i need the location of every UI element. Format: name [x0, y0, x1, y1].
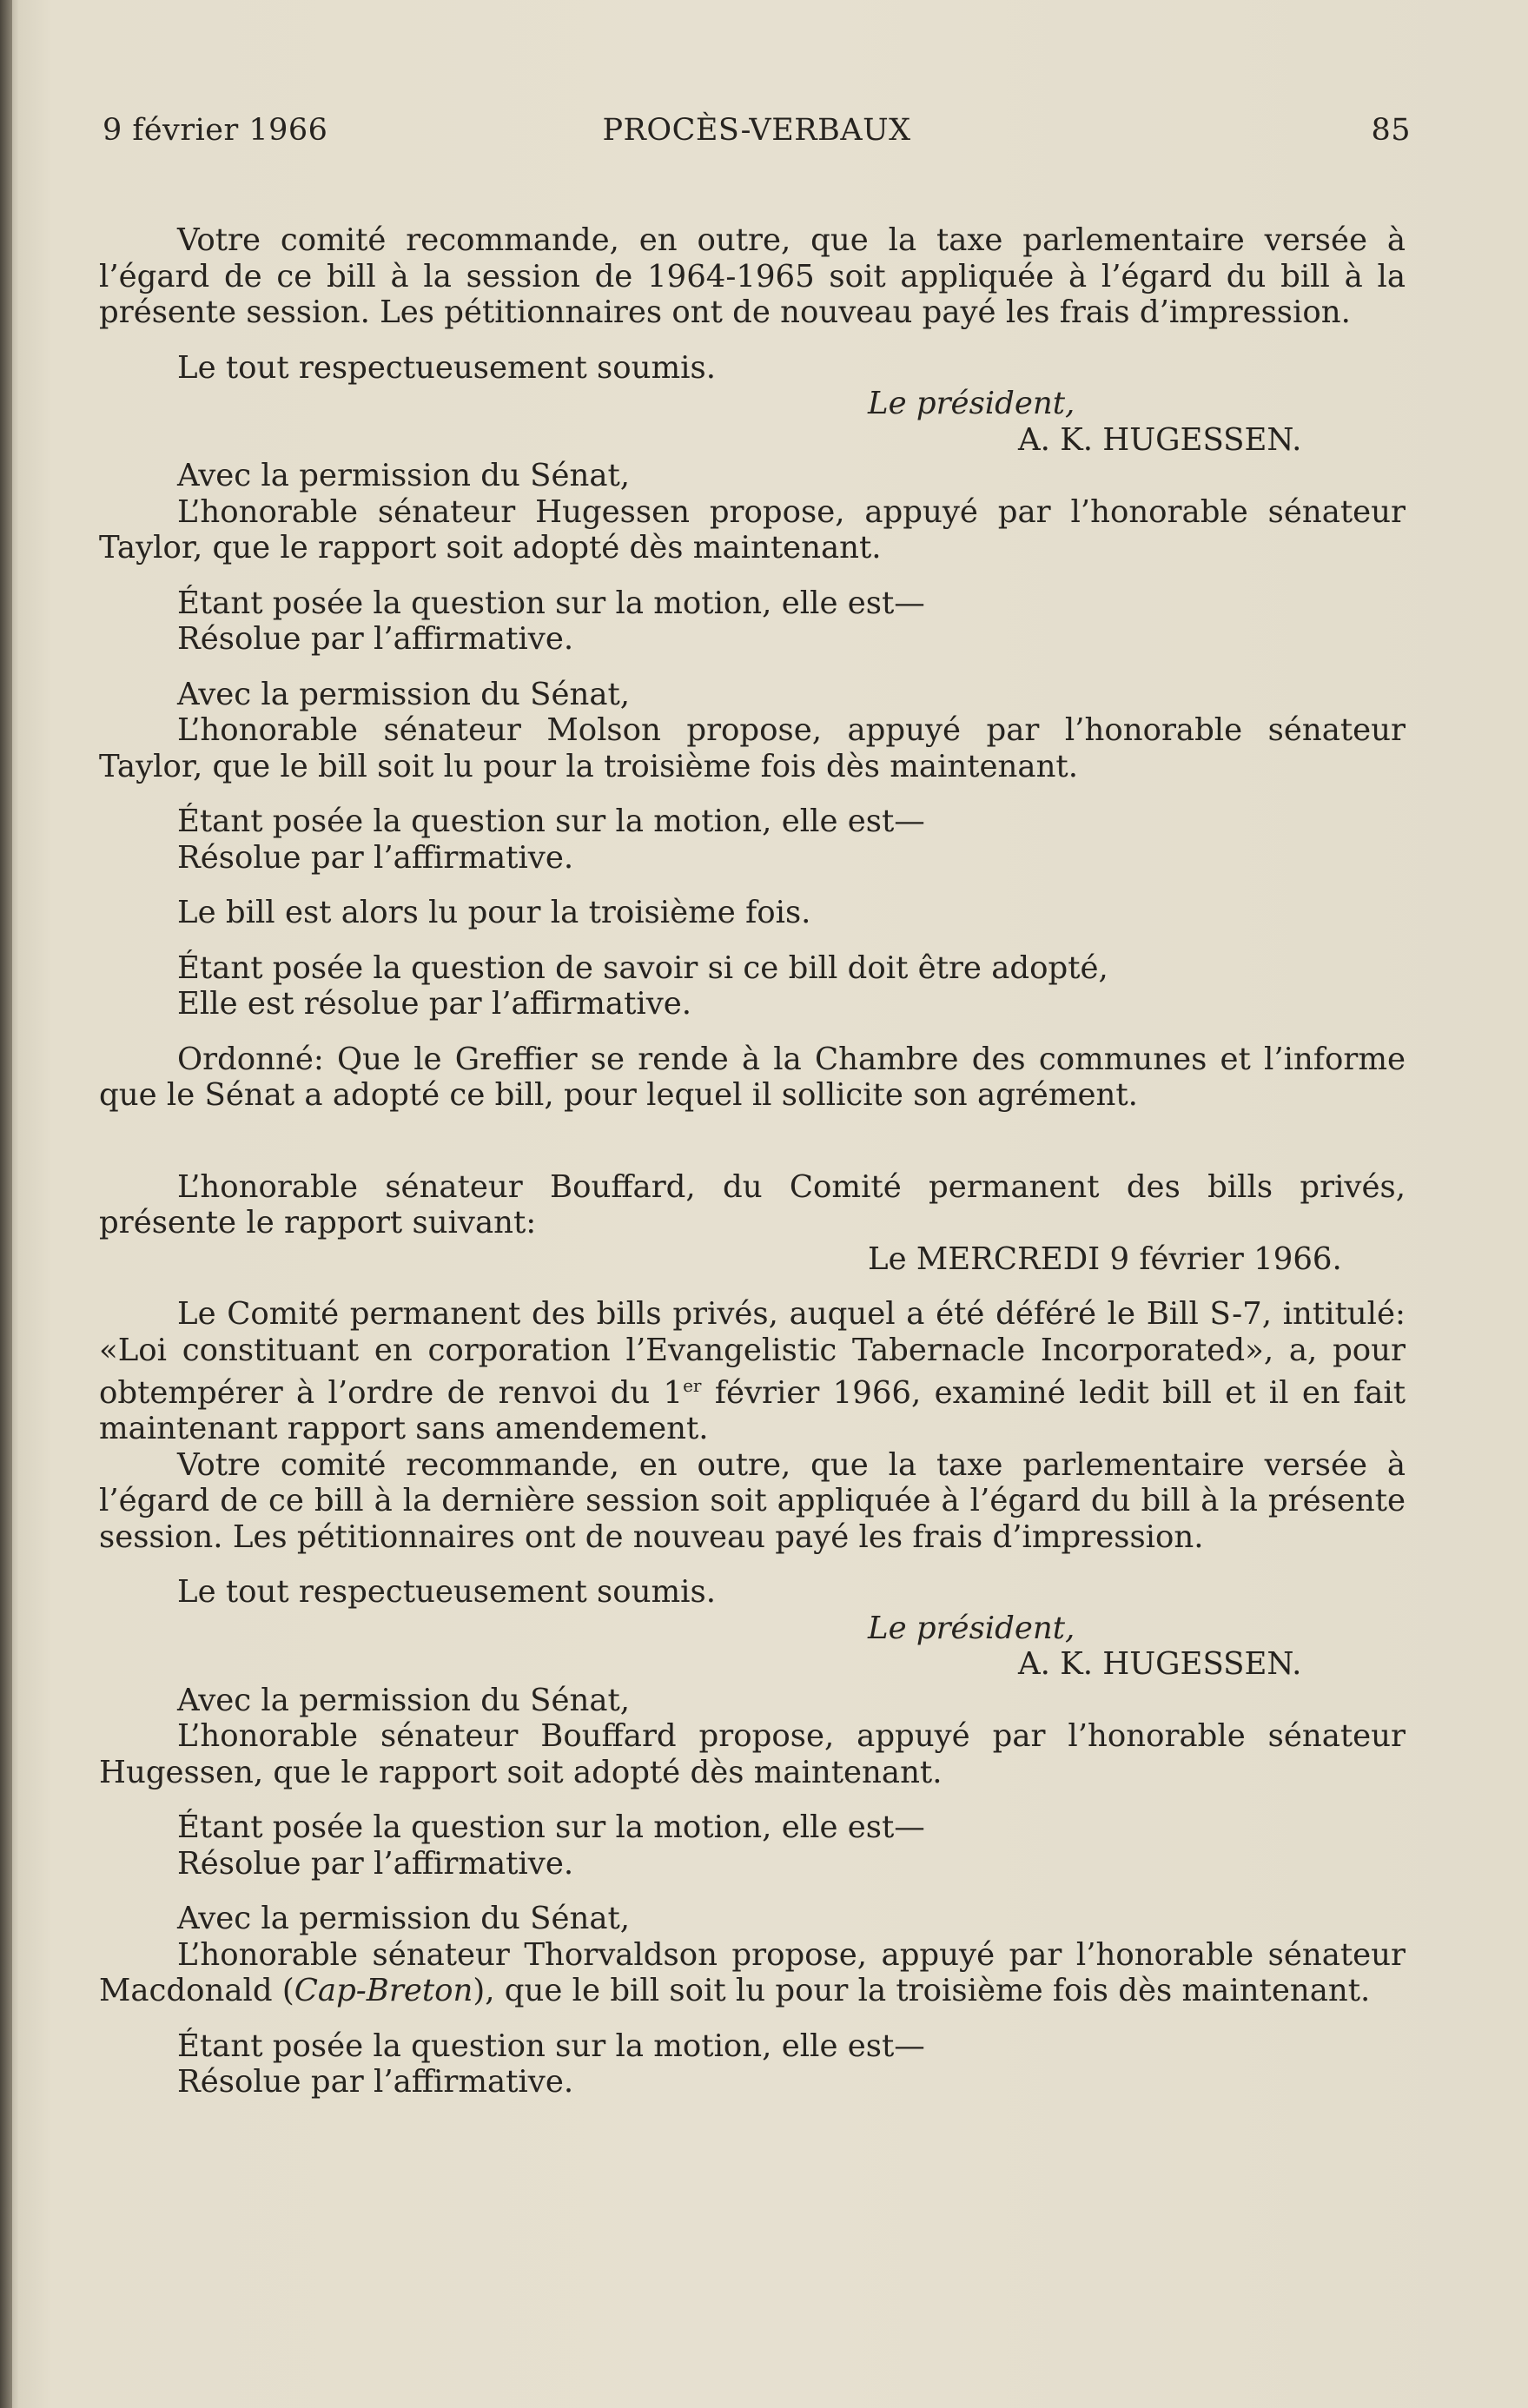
- page-header: [103, 113, 1411, 156]
- s2-motion-third-reading: [99, 1937, 1406, 2009]
- header-date: 9 février 1966: [103, 113, 328, 148]
- header-title: PROCÈS-VERBAUX: [602, 113, 911, 148]
- s1-resolved: Résolue par l’affirmative.: [177, 621, 574, 657]
- s2-signature-title: Le président,: [868, 1610, 1075, 1646]
- s2-resolved: Résolue par l’affirmative.: [177, 1845, 574, 1882]
- s2-question-put: Étant posée la question sur la motion, elle est—: [177, 1809, 925, 1846]
- s1-bill-read-third: Le bill est alors lu pour la troisième fois.: [177, 895, 811, 930]
- page-binding-edge: [0, 0, 12, 2408]
- s1-committee-recommendation: Votre comité recommande, en outre, que la taxe parlementaire versée à l’égard de ce bill à la session de 1964-1965 soit appliquée à l’égard du bill à la présente session. Les pétitionnaires ont de nouveau payé les frais d’impression.: [99, 222, 1406, 330]
- s1-order-clerk: Ordonné: Que le Greffier se rende à la Chambre des communes et l’informe que le Sénat a adopté ce bill, pour lequel il sollicite son agrément.: [99, 1041, 1406, 1113]
- s2-motion-riding: Cap-Breton: [294, 1973, 473, 2009]
- s2-motion-text-b: ), que le bill soit lu pour la troisième fois dès maintenant.: [473, 1973, 1371, 2009]
- s1-respectfully-submitted: Le tout respectueusement soumis.: [177, 349, 717, 386]
- s1-motion-adopt-report: L’honorable sénateur Hugessen propose, appuyé par l’honorable sénateur Taylor, que le rapport soit adopté dès maintenant.: [99, 493, 1406, 566]
- page-body: [99, 222, 1406, 2100]
- s2-signature-name: A. K. HUGESSEN.: [1018, 1646, 1302, 1683]
- s2-respectfully-submitted: Le tout respectueusement soumis.: [177, 1574, 717, 1611]
- s2-committee-report: [99, 1296, 1406, 1447]
- s1-motion-third-reading: L’honorable sénateur Molson propose, appuyé par l’honorable sénateur Taylor, que le bill soit lu pour la troisième fois dès maintenant.: [99, 712, 1406, 784]
- s2-question-put-2: Étant posée la question sur la motion, elle est—: [177, 2028, 925, 2064]
- s2-committee-recommendation: Votre comité recommande, en outre, que la taxe parlementaire versée à l’égard de ce bill à la dernière session soit appliquée à l’égard du bill à la présente session. Les pétitionnaires ont de nouveau payé les frais d’impression.: [99, 1446, 1406, 1555]
- s1-question-put-2: Étant posée la question sur la motion, elle est—: [177, 804, 925, 839]
- s1-signature-title: Le président,: [868, 386, 1075, 421]
- s1-resolved-3: Elle est résolue par l’affirmative.: [177, 986, 692, 1022]
- s2-resolved-2: Résolue par l’affirmative.: [177, 2064, 574, 2100]
- s1-leave-of-senate-2: Avec la permission du Sénat,: [177, 676, 631, 712]
- s1-question-bill-pass: Étant posée la question de savoir si ce bill doit être adopté,: [177, 949, 1108, 986]
- s2-bouffard-report-intro: L’honorable sénateur Bouffard, du Comité permanent des bills privés, présente le rapport suivant:: [99, 1168, 1406, 1240]
- date-prefix: Le: [868, 1240, 907, 1277]
- s1-question-put: Étant posée la question sur la motion, elle est—: [177, 585, 925, 621]
- s2-report-text-b: février 1966, examiné ledit bill et il en fait maintenant rapport sans amendement.: [99, 1374, 1406, 1447]
- page-number: 85: [1371, 113, 1411, 148]
- s2-motion-text-a: L’honorable sénateur Thorvaldson propose, appuyé par l’honorable sénateur Macdonald (: [99, 1936, 1406, 2009]
- date-rest: 9 février 1966.: [1109, 1240, 1342, 1277]
- s1-resolved-2: Résolue par l’affirmative.: [177, 839, 574, 876]
- s2-report-text-a: Le Comité permanent des bills privés, auquel a été déféré le Bill S-7, intitulé: «Loi constituant en corporation l’Evangelistic Tabernacle Incorporated», a, pour obtempérer à l’ordre de renvoi du 1: [99, 1296, 1406, 1411]
- s2-motion-adopt-report: L’honorable sénateur Bouffard propose, appuyé par l’honorable sénateur Hugessen, que le rapport soit adopté dès maintenant.: [99, 1718, 1406, 1790]
- s2-report-date: [99, 1241, 1406, 1278]
- s1-signature-name: A. K. HUGESSEN.: [1018, 421, 1302, 458]
- s2-leave-of-senate-2: Avec la permission du Sénat,: [177, 1901, 631, 1937]
- s1-leave-of-senate: Avec la permission du Sénat,: [177, 458, 631, 493]
- date-weekday: MERCREDI: [916, 1240, 1101, 1277]
- s2-leave-of-senate: Avec la permission du Sénat,: [177, 1682, 631, 1718]
- s2-report-sup: er: [683, 1375, 702, 1396]
